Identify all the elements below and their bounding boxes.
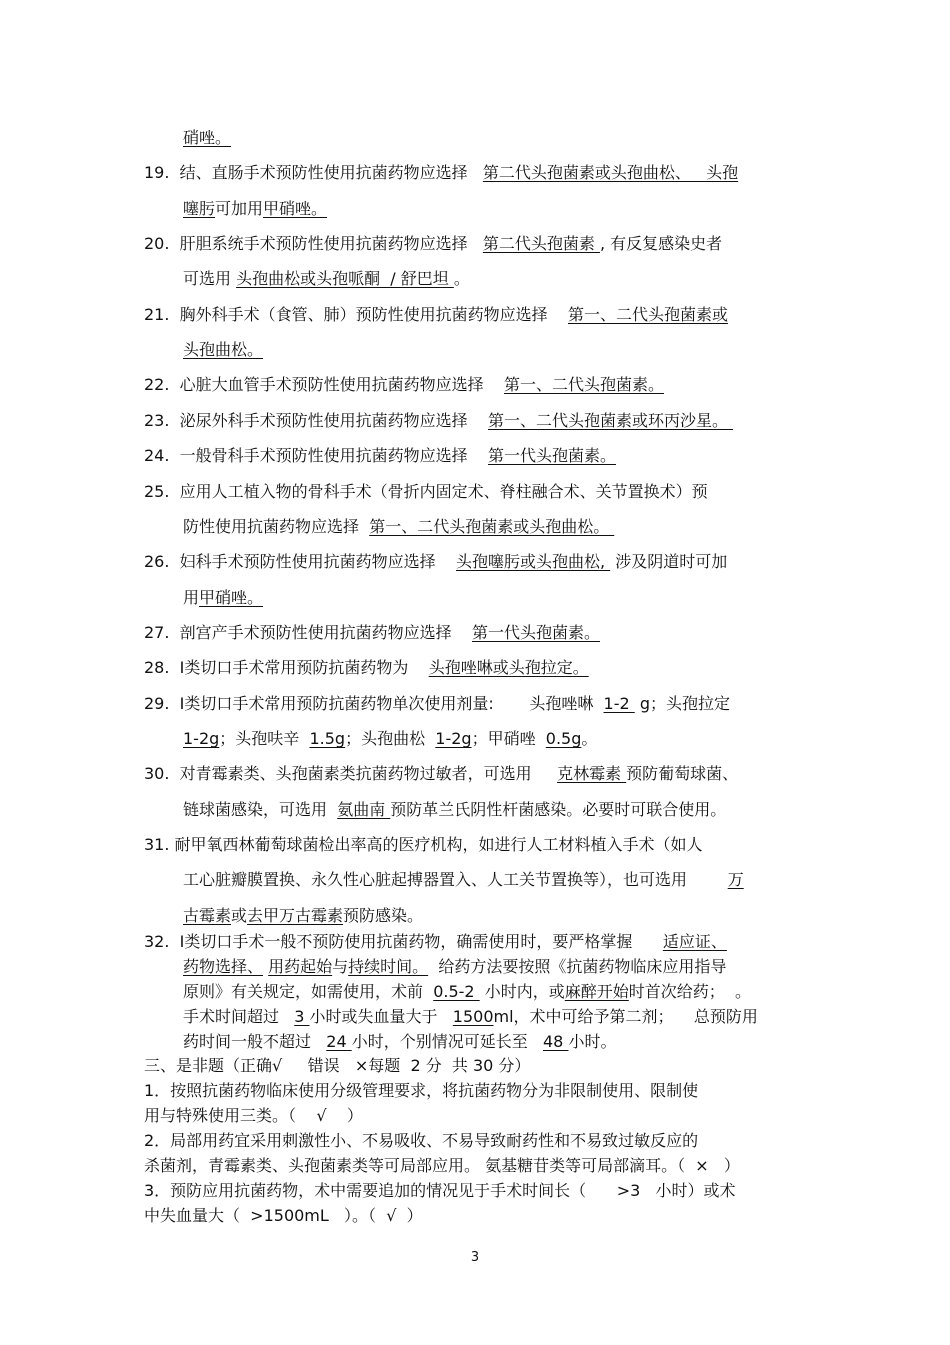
answer-text: 1-2 — [603, 694, 635, 713]
question-text: 涉及阴道时可加 — [610, 552, 728, 571]
question-text: 32. Ⅰ类切口手术一般不预防使用抗菌药物，确需使用时，要严格掌握 — [144, 932, 663, 951]
answer-text: 3 — [294, 1007, 310, 1026]
text-line — [183, 870, 744, 890]
text-line — [144, 375, 664, 395]
question-text: 21. 胸外科手术（食管、肺）预防性使用抗菌药物应选择 — [144, 305, 568, 324]
text-line — [144, 234, 722, 254]
question-text: 时首次给药； 。 — [628, 982, 751, 1001]
question-text: 小时或失血量大于 — [309, 1007, 453, 1026]
question-text: 24. 一般骨科手术预防性使用抗菌药物应选择 — [144, 446, 488, 465]
answer-text: 1-2g — [183, 729, 220, 748]
question-text: 预防葡萄球菌、 — [626, 764, 739, 783]
answer-text: 麻醉开始 — [564, 982, 629, 1001]
question-text: 28. Ⅰ类切口手术常用预防抗菌药物为 — [144, 658, 429, 677]
question-text: 26. 妇科手术预防性使用抗菌药物应选择 — [144, 552, 456, 571]
answer-text: 用药起始 — [268, 957, 333, 976]
question-text: g；头孢拉定 — [634, 694, 730, 713]
question-text: 1．按照抗菌药物临床使用分级管理要求，将抗菌药物分为非限制使用、限制使 — [144, 1081, 699, 1100]
answer-text: 头孢曲松或头孢哌酮 / 舒巴坦 — [236, 269, 454, 288]
question-text: 22. 心脏大血管手术预防性使用抗菌药物应选择 — [144, 375, 504, 394]
question-text: 用与特殊使用三类。（ √ ） — [144, 1106, 363, 1125]
answer-text: 第一代头孢菌素。 — [471, 623, 600, 642]
text-line — [183, 982, 751, 1002]
question-text: 30. 对青霉素类、头孢菌素类抗菌药物过敏者，可选用 — [144, 764, 558, 783]
text-line — [183, 957, 726, 977]
answer-text: 1-2g — [435, 729, 472, 748]
answer-text: 第一、二代头孢菌素或 — [567, 305, 728, 324]
text-line — [183, 800, 726, 820]
text-line — [144, 764, 738, 784]
text-line — [183, 1007, 758, 1027]
text-line — [183, 729, 597, 749]
answer-text: 第一、二代头孢菌素或头孢曲松。 — [369, 517, 615, 536]
question-text: 小时。 — [568, 1032, 617, 1051]
answer-text: 24 — [326, 1032, 352, 1051]
question-text: , 有反复感染史者 — [599, 234, 723, 253]
question-text: 3．预防应用抗菌药物，术中需要追加的情况见于手术时间长（ >3 小时）或术 — [144, 1181, 736, 1200]
answer-text: 噻肟 — [183, 199, 216, 218]
text-line — [144, 1206, 423, 1226]
question-text: 小时内，或 — [479, 982, 565, 1001]
answer-text: 甲硝唑。 — [263, 199, 328, 218]
text-line — [144, 1181, 736, 1201]
text-line — [183, 1032, 616, 1052]
text-line — [144, 623, 600, 643]
question-text: 原则》有关规定，如需使用，术前 — [183, 982, 434, 1001]
text-line — [144, 835, 703, 855]
question-text: 23. 泌尿外科手术预防性使用抗菌药物应选择 — [144, 411, 488, 430]
answer-text: 适应证、 — [662, 932, 727, 951]
answer-text: 古霉素 — [183, 906, 232, 925]
question-text: 。 — [581, 729, 598, 748]
answer-text: 0.5g — [545, 729, 582, 748]
text-line — [144, 446, 616, 466]
answer-text: 第二代头孢菌素 — [482, 234, 600, 253]
question-text: 25. 应用人工植入物的骨科手术（骨折内固定术、脊柱融合术、关节置换术）预 — [144, 482, 708, 501]
answer-text: 持续时间。 — [348, 957, 429, 976]
answer-text: 去甲万古霉素 — [247, 906, 344, 925]
text-line — [144, 932, 727, 952]
answer-text: 第一代头孢菌素。 — [487, 446, 616, 465]
question-text: 或 — [231, 906, 248, 925]
question-text: 预防革兰氏阴性杆菌感染。必要时可联合使用。 — [390, 800, 727, 819]
answer-text: 药物选择、 — [183, 957, 264, 976]
answer-text: 头孢噻肟或头孢曲松, — [455, 552, 611, 571]
question-text: 19. 结、直肠手术预防性使用抗菌药物应选择 — [144, 163, 483, 182]
question-text: 杀菌剂，青霉素类、头孢菌素类等可局部应用。 氨基糖苷类等可局部滴耳。（ × ） — [144, 1156, 740, 1175]
page-number: 3 — [470, 1250, 480, 1265]
question-text: 三、是非题（正确√ 错误 ×每题 2 分 共 30 分） — [144, 1056, 531, 1075]
text-line — [183, 199, 327, 219]
answer-text: 氨曲南 — [337, 800, 391, 819]
answer-text: 第二代头孢菌素或头孢曲松、 头孢 — [482, 163, 739, 182]
question-text: 31. 耐甲氧西林葡萄球菌检出率高的医疗机构，如进行人工材料植入手术（如人 — [144, 835, 703, 854]
text-line — [144, 552, 727, 572]
text-line — [144, 1081, 698, 1101]
answer-text: 克林霉素 — [557, 764, 627, 783]
text-line — [183, 128, 231, 148]
question-text: 预防感染。 — [343, 906, 424, 925]
question-text: ml，术中可给予第二剂； 总预防用 — [493, 1007, 758, 1026]
answer-text: 1.5g — [309, 729, 346, 748]
question-text: 29. Ⅰ类切口手术常用预防抗菌药物单次使用剂量: 头孢唑啉 — [144, 694, 604, 713]
question-text: 可加用 — [215, 199, 264, 218]
question-text: ；头孢曲松 — [345, 729, 436, 748]
question-text: 2．局部用药宜采用刺激性小、不易吸收、不易导致耐药性和不易致过敏反应的 — [144, 1131, 699, 1150]
text-line — [144, 411, 733, 431]
question-text: 给药方法要按照《抗菌药物临床应用指导 — [428, 957, 727, 976]
text-line — [183, 906, 423, 926]
question-text: 药时间一般不超过 — [183, 1032, 327, 1051]
question-text: 可选用 — [183, 269, 237, 288]
question-text: ；头孢呋辛 — [219, 729, 310, 748]
question-text: 。 — [453, 269, 470, 288]
text-line — [183, 517, 614, 537]
question-text: 20. 肝胆系统手术预防性使用抗菌药物应选择 — [144, 234, 483, 253]
question-text: 中失血量大（ >1500mL ）。（ √ ） — [144, 1206, 423, 1225]
answer-text: 硝唑。 — [183, 128, 232, 147]
question-text: 用 — [183, 588, 200, 607]
text-line — [183, 340, 263, 360]
text-line — [144, 694, 730, 714]
answer-text: 头孢曲松。 — [183, 340, 264, 359]
answer-text: 第一、二代头孢菌素或环丙沙星。 — [487, 411, 734, 430]
question-text: 与 — [332, 957, 349, 976]
text-line — [144, 305, 728, 325]
question-text: 手术时间超过 — [183, 1007, 295, 1026]
answer-text: 第一、二代头孢菌素。 — [503, 375, 664, 394]
question-text: 链球菌感染，可选用 — [183, 800, 338, 819]
question-text: ；甲硝唑 — [471, 729, 546, 748]
question-text: 工心脏瓣膜置换、永久性心脏起搏器置入、人工关节置换等），也可选用 — [183, 870, 728, 889]
text-line — [144, 1106, 363, 1126]
text-line — [144, 482, 708, 502]
answer-text: 48 — [542, 1032, 569, 1051]
answer-text: 甲硝唑。 — [199, 588, 264, 607]
text-line — [183, 269, 470, 289]
answer-text: 1500 — [452, 1007, 494, 1026]
answer-text: 0.5-2 — [433, 982, 480, 1001]
question-text: 防性使用抗菌药物应选择 — [183, 517, 370, 536]
text-line — [144, 658, 589, 678]
question-text: 小时，个别情况可延长至 — [351, 1032, 543, 1051]
text-line — [144, 1056, 530, 1076]
text-line — [144, 1131, 698, 1151]
text-line — [144, 163, 738, 183]
text-line — [183, 588, 263, 608]
text-line — [144, 1156, 740, 1176]
question-text: 27. 剖宫产手术预防性使用抗菌药物应选择 — [144, 623, 472, 642]
answer-text: 头孢唑啉或头孢拉定。 — [428, 658, 589, 677]
answer-text: 万 — [727, 870, 744, 889]
